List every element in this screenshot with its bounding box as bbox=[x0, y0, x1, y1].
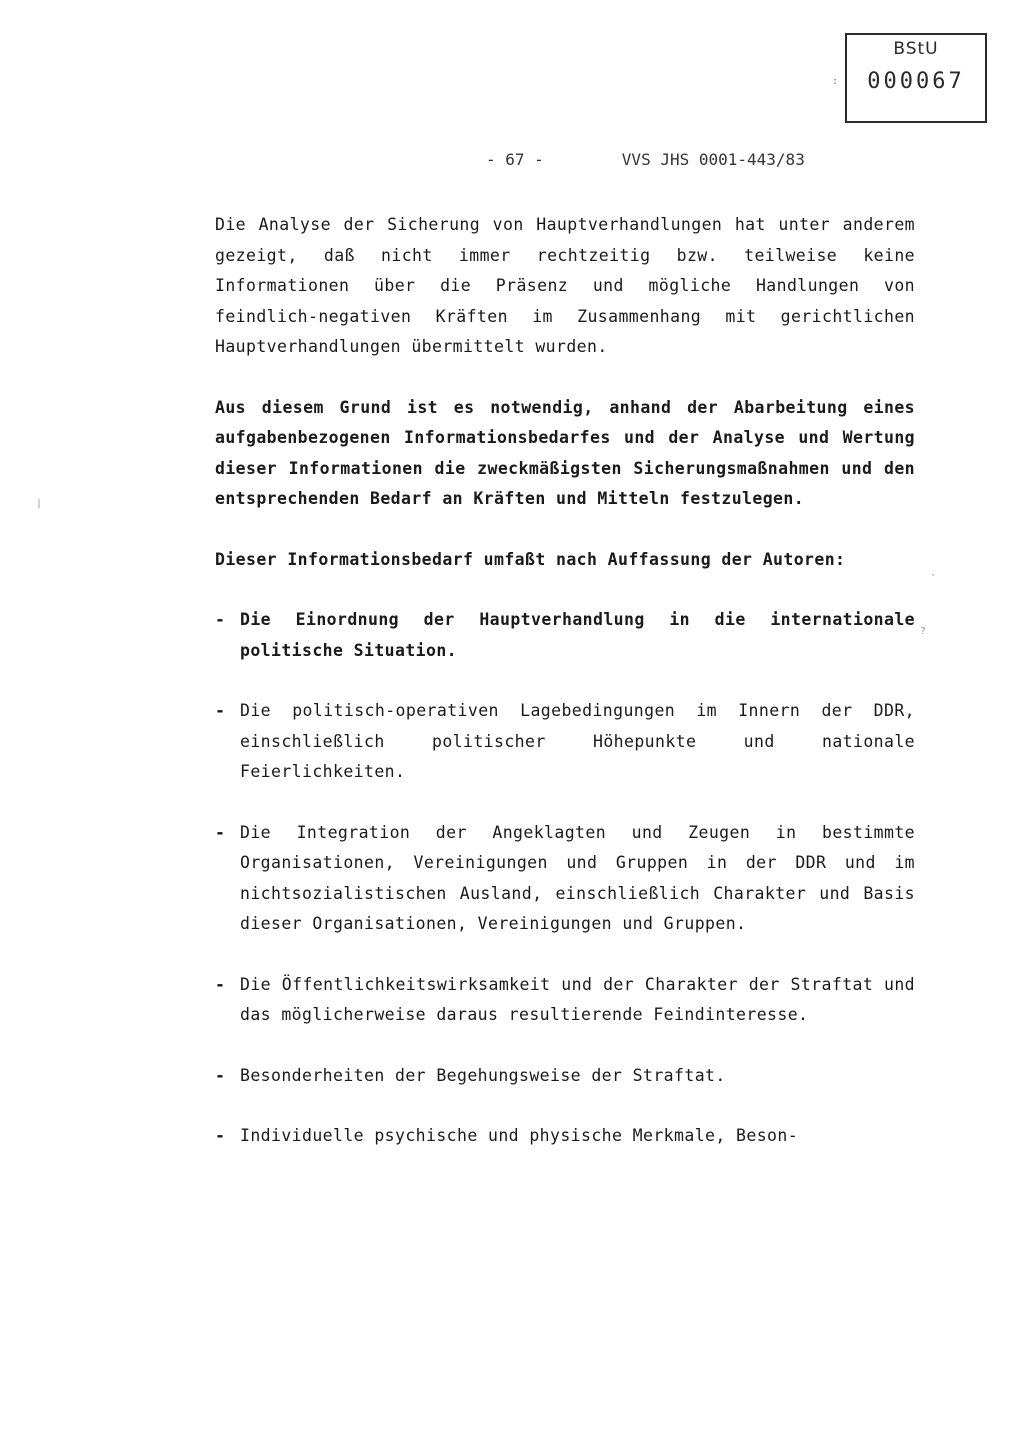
bullet-dash: - bbox=[215, 974, 226, 994]
bullet-dash: - bbox=[215, 1065, 226, 1085]
bullet-dash: - bbox=[215, 822, 226, 842]
scan-artifact: | bbox=[36, 498, 43, 509]
stamp-label: BStU bbox=[893, 39, 939, 59]
scan-artifact: ? bbox=[920, 626, 927, 637]
list-item bbox=[215, 696, 915, 788]
list-item-text: Besonderheiten der Begehungsweise der Straftat. bbox=[240, 1065, 726, 1085]
bullet-dash: - bbox=[215, 701, 226, 720]
list-item bbox=[215, 1121, 915, 1152]
information-need-list bbox=[215, 605, 915, 1152]
document-reference: VVS JHS 0001-443/83 bbox=[621, 150, 805, 169]
list-item-text: Die Öffentlichkeitswirksamkeit und der Charakter der Straftat und das möglicherweise daraus resultierende Feindinteresse. bbox=[240, 974, 915, 1024]
stamp-tick-mark: : bbox=[832, 76, 839, 87]
list-item bbox=[215, 605, 915, 666]
paragraph-necessity: Aus diesem Grund ist es notwendig, anhand der Abarbeitung eines aufgabenbezogenen Informationsbedarfes und der Analyse und Wertung dieser Informationen die zweckmäßigsten Sicherungsmaßnahmen und den entsprechenden Bedarf an Kräften und Mitteln festzulegen. bbox=[215, 397, 915, 508]
stamp-number: 000067 bbox=[867, 69, 965, 94]
list-item bbox=[215, 970, 915, 1031]
paragraph-information-need: Dieser Informationsbedarf umfaßt nach Auffassung der Autoren: bbox=[215, 549, 846, 569]
list-item bbox=[215, 818, 915, 940]
list-item-text: Die Einordnung der Hauptverhandlung in die internationale politische Situation. bbox=[240, 610, 915, 660]
archive-stamp bbox=[845, 33, 987, 123]
document-body bbox=[215, 210, 915, 1182]
list-item-text: Die Integration der Angeklagten und Zeugen in bestimmte Organisationen, Vereinigungen und Gruppen in der DDR und im nichtsozialistischen Ausland, einschließlich Charakter und Basis dieser Organisationen, Vereinigungen und Gruppen. bbox=[240, 822, 915, 933]
list-item-text: Individuelle psychische und physische Merkmale, Beson- bbox=[240, 1126, 799, 1145]
scan-artifact: · bbox=[930, 570, 937, 581]
list-item-text: Die politisch-operativen Lagebedingungen im Innern der DDR, einschließlich politischer Höhepunkte und nationale Feierlichkeiten. bbox=[240, 701, 915, 781]
bullet-dash: - bbox=[215, 610, 226, 629]
list-item bbox=[215, 1061, 915, 1092]
page-header bbox=[486, 150, 805, 169]
bullet-dash: - bbox=[215, 1126, 226, 1145]
page-number: - 67 - bbox=[486, 150, 544, 169]
paragraph-analysis: Die Analyse der Sicherung von Hauptverhandlungen hat unter anderem gezeigt, daß nicht immer rechtzeitig bzw. teilweise keine Informationen über die Präsenz und mögliche Handlungen von feindlich-negativen Kräften im Zusammenhang mit gerichtlichen Hauptverhandlungen übermittelt wurden. bbox=[215, 215, 915, 356]
